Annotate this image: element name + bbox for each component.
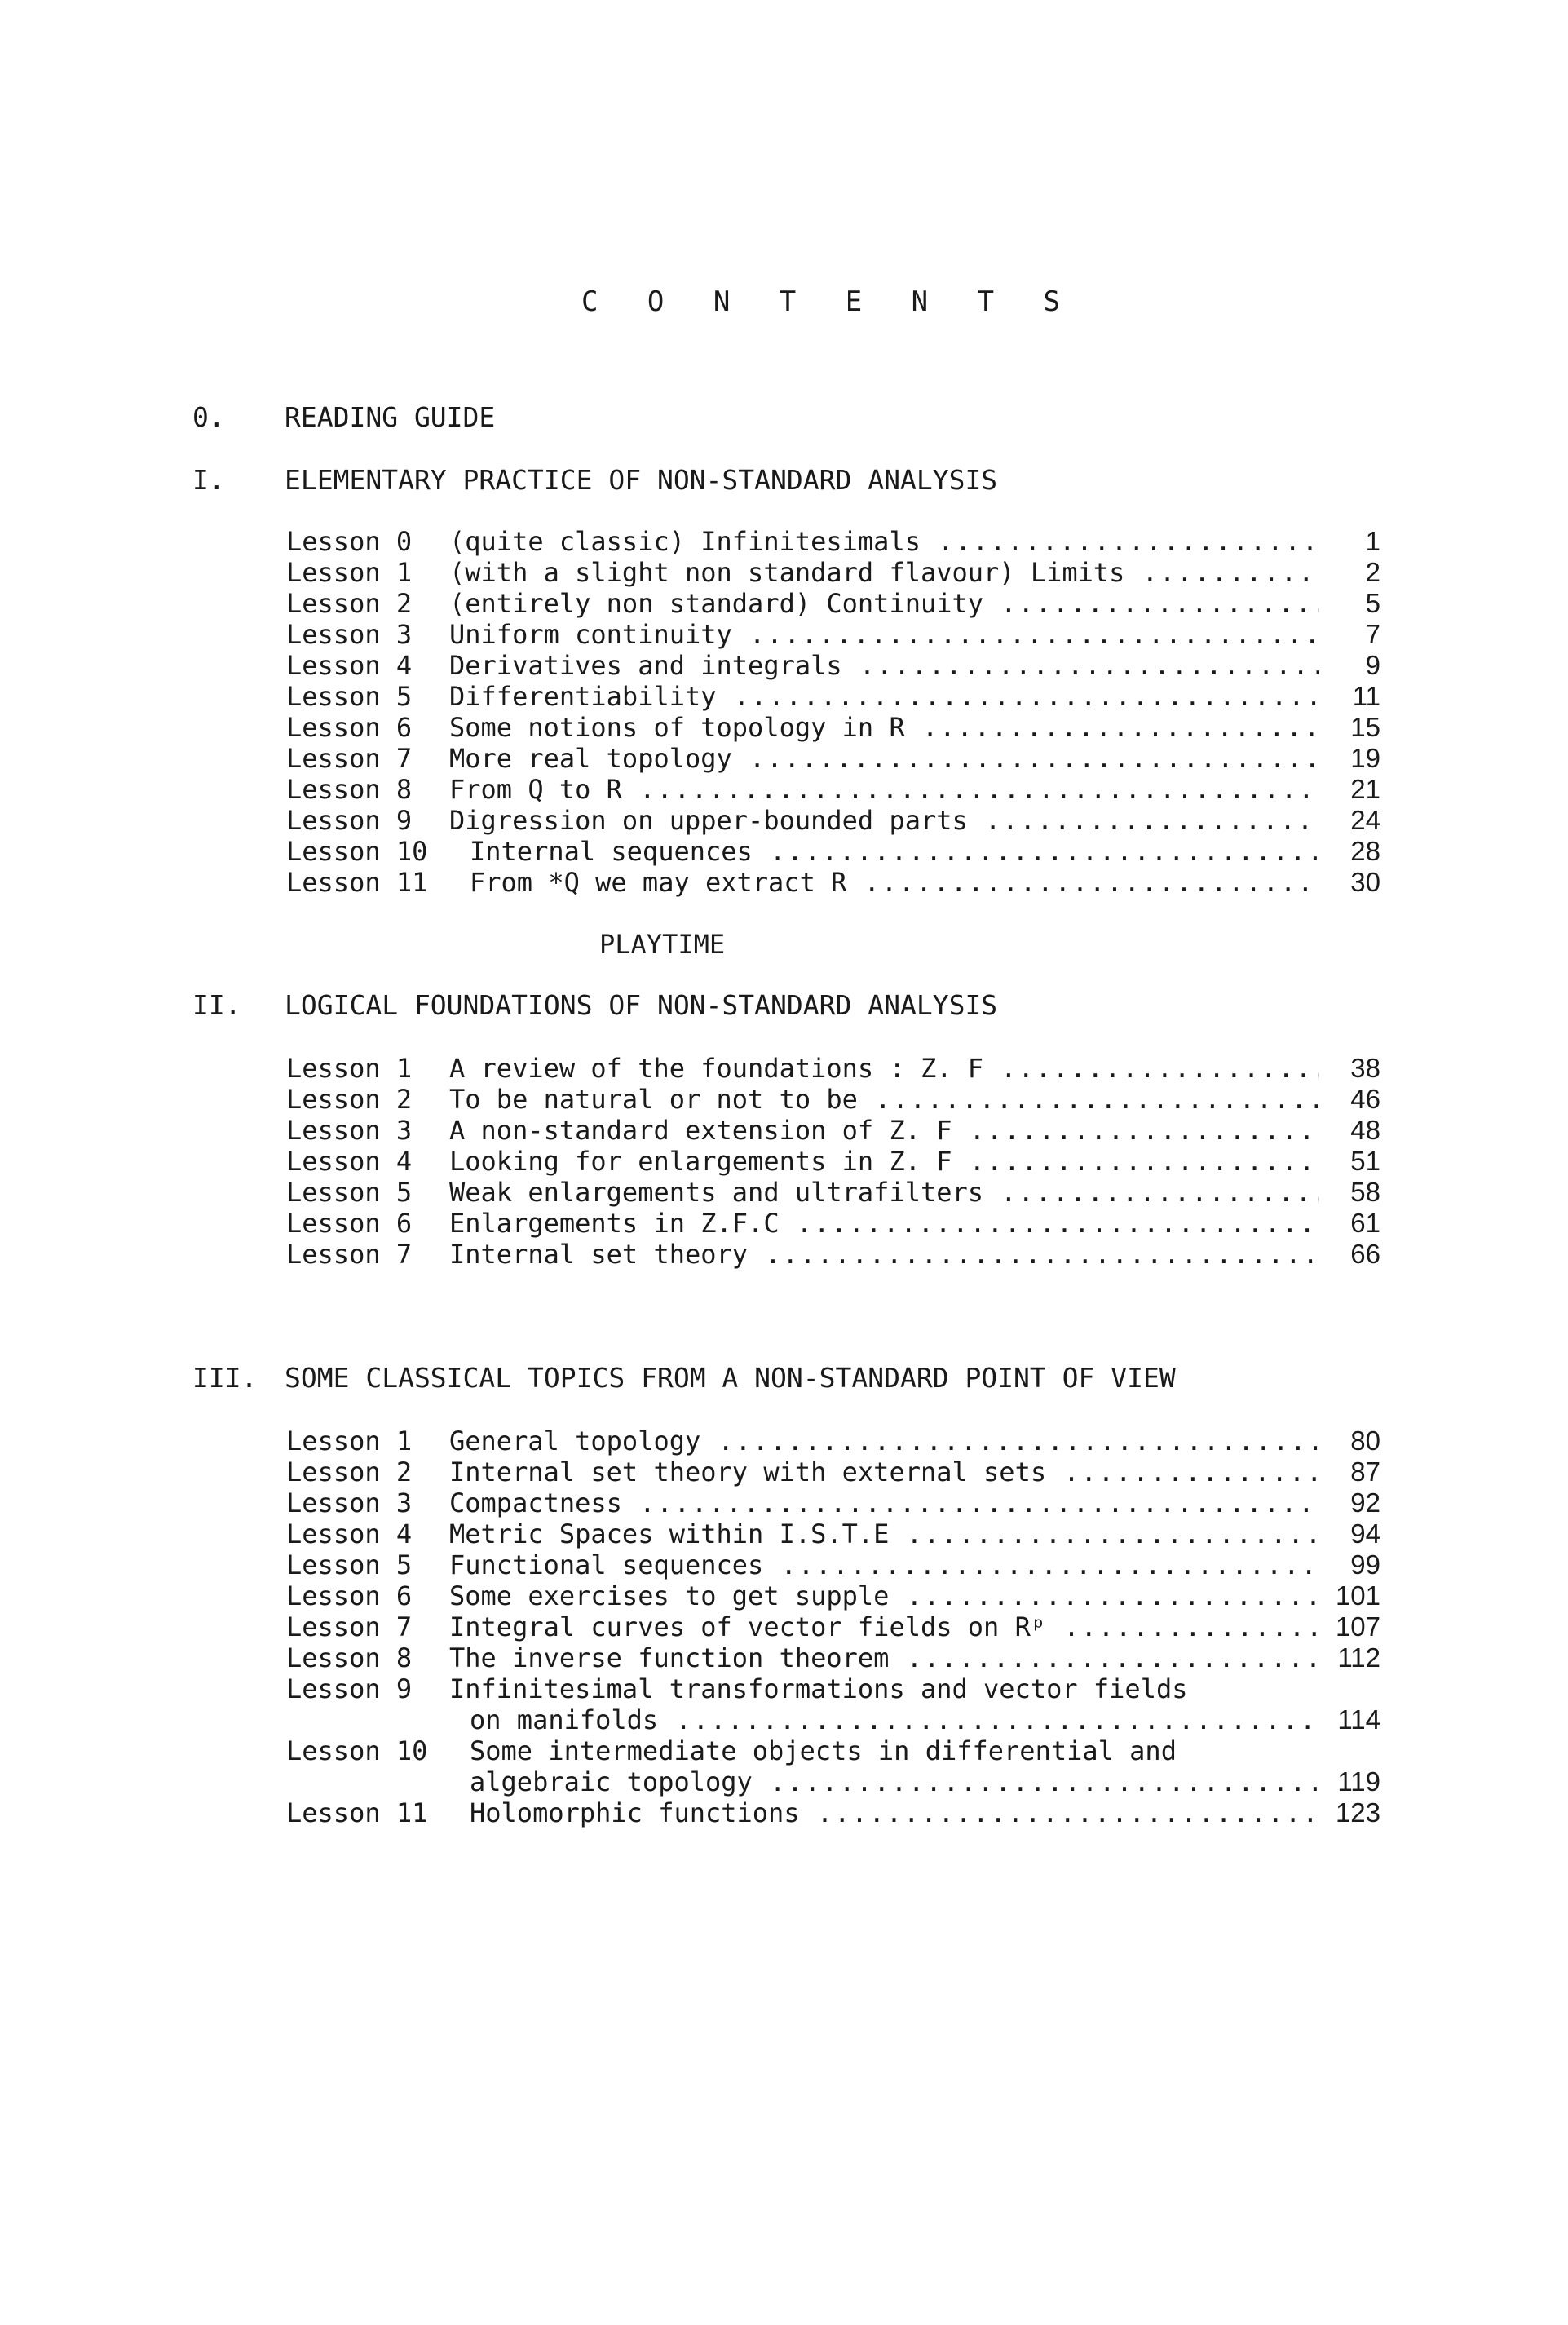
section-title: SOME CLASSICAL TOPICS FROM A NON-STANDARD POINT OF VIEW bbox=[285, 1362, 1176, 1394]
lesson-title: Digression on upper-bounded parts ..... bbox=[449, 805, 1319, 836]
section-number: I. bbox=[192, 464, 225, 496]
lesson-label: Lesson 1 bbox=[286, 1425, 413, 1456]
section-3-entries bbox=[286, 1425, 1380, 1828]
toc-entry bbox=[286, 1518, 1380, 1549]
lesson-label: Lesson 6 bbox=[286, 712, 413, 743]
lesson-label: Lesson 5 bbox=[286, 1549, 413, 1580]
toc-entry bbox=[286, 1425, 1380, 1456]
page-number: 30 bbox=[1350, 867, 1380, 897]
toc-entry bbox=[286, 1208, 1380, 1239]
toc-entry bbox=[286, 867, 1380, 898]
page-number: 48 bbox=[1350, 1115, 1380, 1145]
page-number: 58 bbox=[1350, 1177, 1380, 1207]
lesson-label: Lesson 6 bbox=[286, 1580, 413, 1611]
page-number: 123 bbox=[1335, 1797, 1380, 1828]
page-title: C O N T E N T S bbox=[581, 285, 1077, 318]
lesson-label: Lesson 3 bbox=[286, 619, 413, 650]
lesson-title-continuation: algebraic topology ..... bbox=[470, 1766, 1319, 1797]
lesson-title: Infinitesimal transformations and vector fields bbox=[449, 1673, 1188, 1704]
lesson-title: Metric Spaces within I.S.T.E ..... bbox=[449, 1518, 1319, 1549]
lesson-label: Lesson 3 bbox=[286, 1115, 413, 1146]
page-number: 92 bbox=[1350, 1487, 1380, 1518]
page-number: 114 bbox=[1337, 1704, 1380, 1735]
section-1-entries bbox=[286, 526, 1380, 898]
page-number: 66 bbox=[1350, 1239, 1380, 1269]
lesson-label: Lesson 9 bbox=[286, 1673, 413, 1704]
page-number: 28 bbox=[1350, 836, 1380, 866]
lesson-label: Lesson 11 bbox=[286, 867, 428, 898]
section-title: READING GUIDE bbox=[285, 401, 496, 433]
lesson-title: Functional sequences ..... bbox=[449, 1549, 1319, 1580]
lesson-title: To be natural or not to be ..... bbox=[449, 1084, 1319, 1115]
section-number: 0. bbox=[192, 401, 225, 433]
section-2-entries bbox=[286, 1053, 1380, 1270]
lesson-label: Lesson 1 bbox=[286, 557, 413, 588]
page-number: 112 bbox=[1337, 1642, 1380, 1673]
lesson-title: From *Q we may extract R ..... bbox=[470, 867, 1319, 898]
page-number: 11 bbox=[1352, 681, 1380, 711]
lesson-title: (entirely non standard) Continuity ..... bbox=[449, 588, 1319, 619]
page-number: 94 bbox=[1350, 1518, 1380, 1549]
lesson-title: Some intermediate objects in differential and bbox=[470, 1735, 1177, 1766]
toc-entry bbox=[286, 712, 1380, 743]
playtime-heading: PLAYTIME bbox=[599, 929, 726, 960]
toc-entry bbox=[286, 1735, 1380, 1797]
page-number: 1 bbox=[1365, 526, 1380, 556]
toc-entry bbox=[286, 1053, 1380, 1084]
toc-entry bbox=[286, 650, 1380, 681]
toc-entry bbox=[286, 743, 1380, 774]
page-number: 5 bbox=[1365, 588, 1380, 618]
lesson-label: Lesson 5 bbox=[286, 681, 413, 712]
lesson-label: Lesson 3 bbox=[286, 1487, 413, 1518]
section-1-heading bbox=[0, 464, 1568, 497]
lesson-label: Lesson 11 bbox=[286, 1797, 428, 1828]
page-number: 2 bbox=[1365, 557, 1380, 587]
lesson-label: Lesson 7 bbox=[286, 1611, 413, 1642]
lesson-label: Lesson 9 bbox=[286, 805, 413, 836]
toc-entry bbox=[286, 1146, 1380, 1177]
lesson-title: The inverse function theorem ..... bbox=[449, 1642, 1319, 1673]
lesson-title: (with a slight non standard flavour) Limits ..... bbox=[449, 557, 1319, 588]
page-number: 24 bbox=[1350, 805, 1380, 835]
page-number: 80 bbox=[1350, 1425, 1380, 1456]
lesson-label: Lesson 4 bbox=[286, 1146, 413, 1177]
toc-entry bbox=[286, 1084, 1380, 1115]
section-0-heading bbox=[0, 401, 1568, 434]
toc-entry bbox=[286, 1456, 1380, 1487]
lesson-label: Lesson 2 bbox=[286, 1456, 413, 1487]
toc-entry bbox=[286, 1115, 1380, 1146]
toc-entry bbox=[286, 1673, 1380, 1735]
lesson-title: Holomorphic functions ..... bbox=[470, 1797, 1319, 1828]
page-number: 15 bbox=[1350, 712, 1380, 742]
lesson-label: Lesson 10 bbox=[286, 1735, 428, 1766]
toc-entry bbox=[286, 1487, 1380, 1518]
toc-entry bbox=[286, 1239, 1380, 1270]
lesson-title: Uniform continuity ..... bbox=[449, 619, 1319, 650]
lesson-title: Internal sequences ..... bbox=[470, 836, 1319, 867]
lesson-title: More real topology ..... bbox=[449, 743, 1319, 774]
page-number: 87 bbox=[1350, 1456, 1380, 1487]
lesson-label: Lesson 8 bbox=[286, 774, 413, 805]
toc-entry bbox=[286, 681, 1380, 712]
lesson-label: Lesson 10 bbox=[286, 836, 428, 867]
lesson-label: Lesson 5 bbox=[286, 1177, 413, 1208]
section-3-heading bbox=[0, 1362, 1568, 1395]
lesson-title: Weak enlargements and ultrafilters ..... bbox=[449, 1177, 1319, 1208]
page-number: 51 bbox=[1350, 1146, 1380, 1176]
page-number: 101 bbox=[1335, 1580, 1380, 1611]
toc-entry bbox=[286, 1549, 1380, 1580]
lesson-title: Looking for enlargements in Z. F ..... bbox=[449, 1146, 1319, 1177]
lesson-title: Internal set theory ..... bbox=[449, 1239, 1319, 1270]
lesson-title: Derivatives and integrals ..... bbox=[449, 650, 1319, 681]
lesson-label: Lesson 2 bbox=[286, 1084, 413, 1115]
toc-entry bbox=[286, 588, 1380, 619]
toc-entry bbox=[286, 1177, 1380, 1208]
toc-entry bbox=[286, 526, 1380, 557]
toc-entry bbox=[286, 1642, 1380, 1673]
lesson-title: (quite classic) Infinitesimals ..... bbox=[449, 526, 1319, 557]
toc-entry bbox=[286, 1580, 1380, 1611]
lesson-title: A non-standard extension of Z. F ..... bbox=[449, 1115, 1319, 1146]
page-number: 119 bbox=[1337, 1766, 1380, 1797]
lesson-title: General topology ..... bbox=[449, 1425, 1319, 1456]
section-title: LOGICAL FOUNDATIONS OF NON-STANDARD ANALYSIS bbox=[285, 989, 998, 1021]
page-number: 9 bbox=[1365, 650, 1380, 680]
lesson-title: Integral curves of vector fields on Rᵖ ..... bbox=[449, 1611, 1319, 1642]
lesson-label: Lesson 8 bbox=[286, 1642, 413, 1673]
section-title: ELEMENTARY PRACTICE OF NON-STANDARD ANALYSIS bbox=[285, 464, 998, 496]
lesson-title: Compactness ..... bbox=[449, 1487, 1319, 1518]
page-number: 46 bbox=[1350, 1084, 1380, 1114]
toc-entry bbox=[286, 836, 1380, 867]
lesson-label: Lesson 7 bbox=[286, 1239, 413, 1270]
page-number: 38 bbox=[1350, 1053, 1380, 1083]
page-number: 7 bbox=[1365, 619, 1380, 649]
lesson-title-continuation: on manifolds ..... bbox=[470, 1704, 1319, 1735]
page-number: 21 bbox=[1350, 774, 1380, 804]
lesson-title: Differentiability ..... bbox=[449, 681, 1319, 712]
lesson-label: Lesson 1 bbox=[286, 1053, 413, 1084]
section-number: III. bbox=[192, 1362, 258, 1394]
section-2-heading bbox=[0, 989, 1568, 1022]
toc-entry bbox=[286, 1797, 1380, 1828]
page-number: 19 bbox=[1350, 743, 1380, 773]
toc-entry bbox=[286, 619, 1380, 650]
lesson-label: Lesson 4 bbox=[286, 650, 413, 681]
lesson-title: Internal set theory with external sets ..... bbox=[449, 1456, 1319, 1487]
lesson-title: From Q to R ..... bbox=[449, 774, 1319, 805]
lesson-title: A review of the foundations : Z. F ..... bbox=[449, 1053, 1319, 1084]
lesson-label: Lesson 6 bbox=[286, 1208, 413, 1239]
page-number: 107 bbox=[1335, 1611, 1380, 1642]
page-number: 61 bbox=[1350, 1208, 1380, 1238]
lesson-label: Lesson 2 bbox=[286, 588, 413, 619]
lesson-title: Some exercises to get supple ..... bbox=[449, 1580, 1319, 1611]
toc-entry bbox=[286, 557, 1380, 588]
section-number: II. bbox=[192, 989, 241, 1021]
toc-entry bbox=[286, 774, 1380, 805]
lesson-title: Some notions of topology in R ..... bbox=[449, 712, 1319, 743]
lesson-label: Lesson 4 bbox=[286, 1518, 413, 1549]
lesson-title: Enlargements in Z.F.C ..... bbox=[449, 1208, 1319, 1239]
page-number: 99 bbox=[1350, 1549, 1380, 1580]
toc-entry bbox=[286, 1611, 1380, 1642]
lesson-label: Lesson 7 bbox=[286, 743, 413, 774]
lesson-label: Lesson 0 bbox=[286, 526, 413, 557]
toc-entry bbox=[286, 805, 1380, 836]
